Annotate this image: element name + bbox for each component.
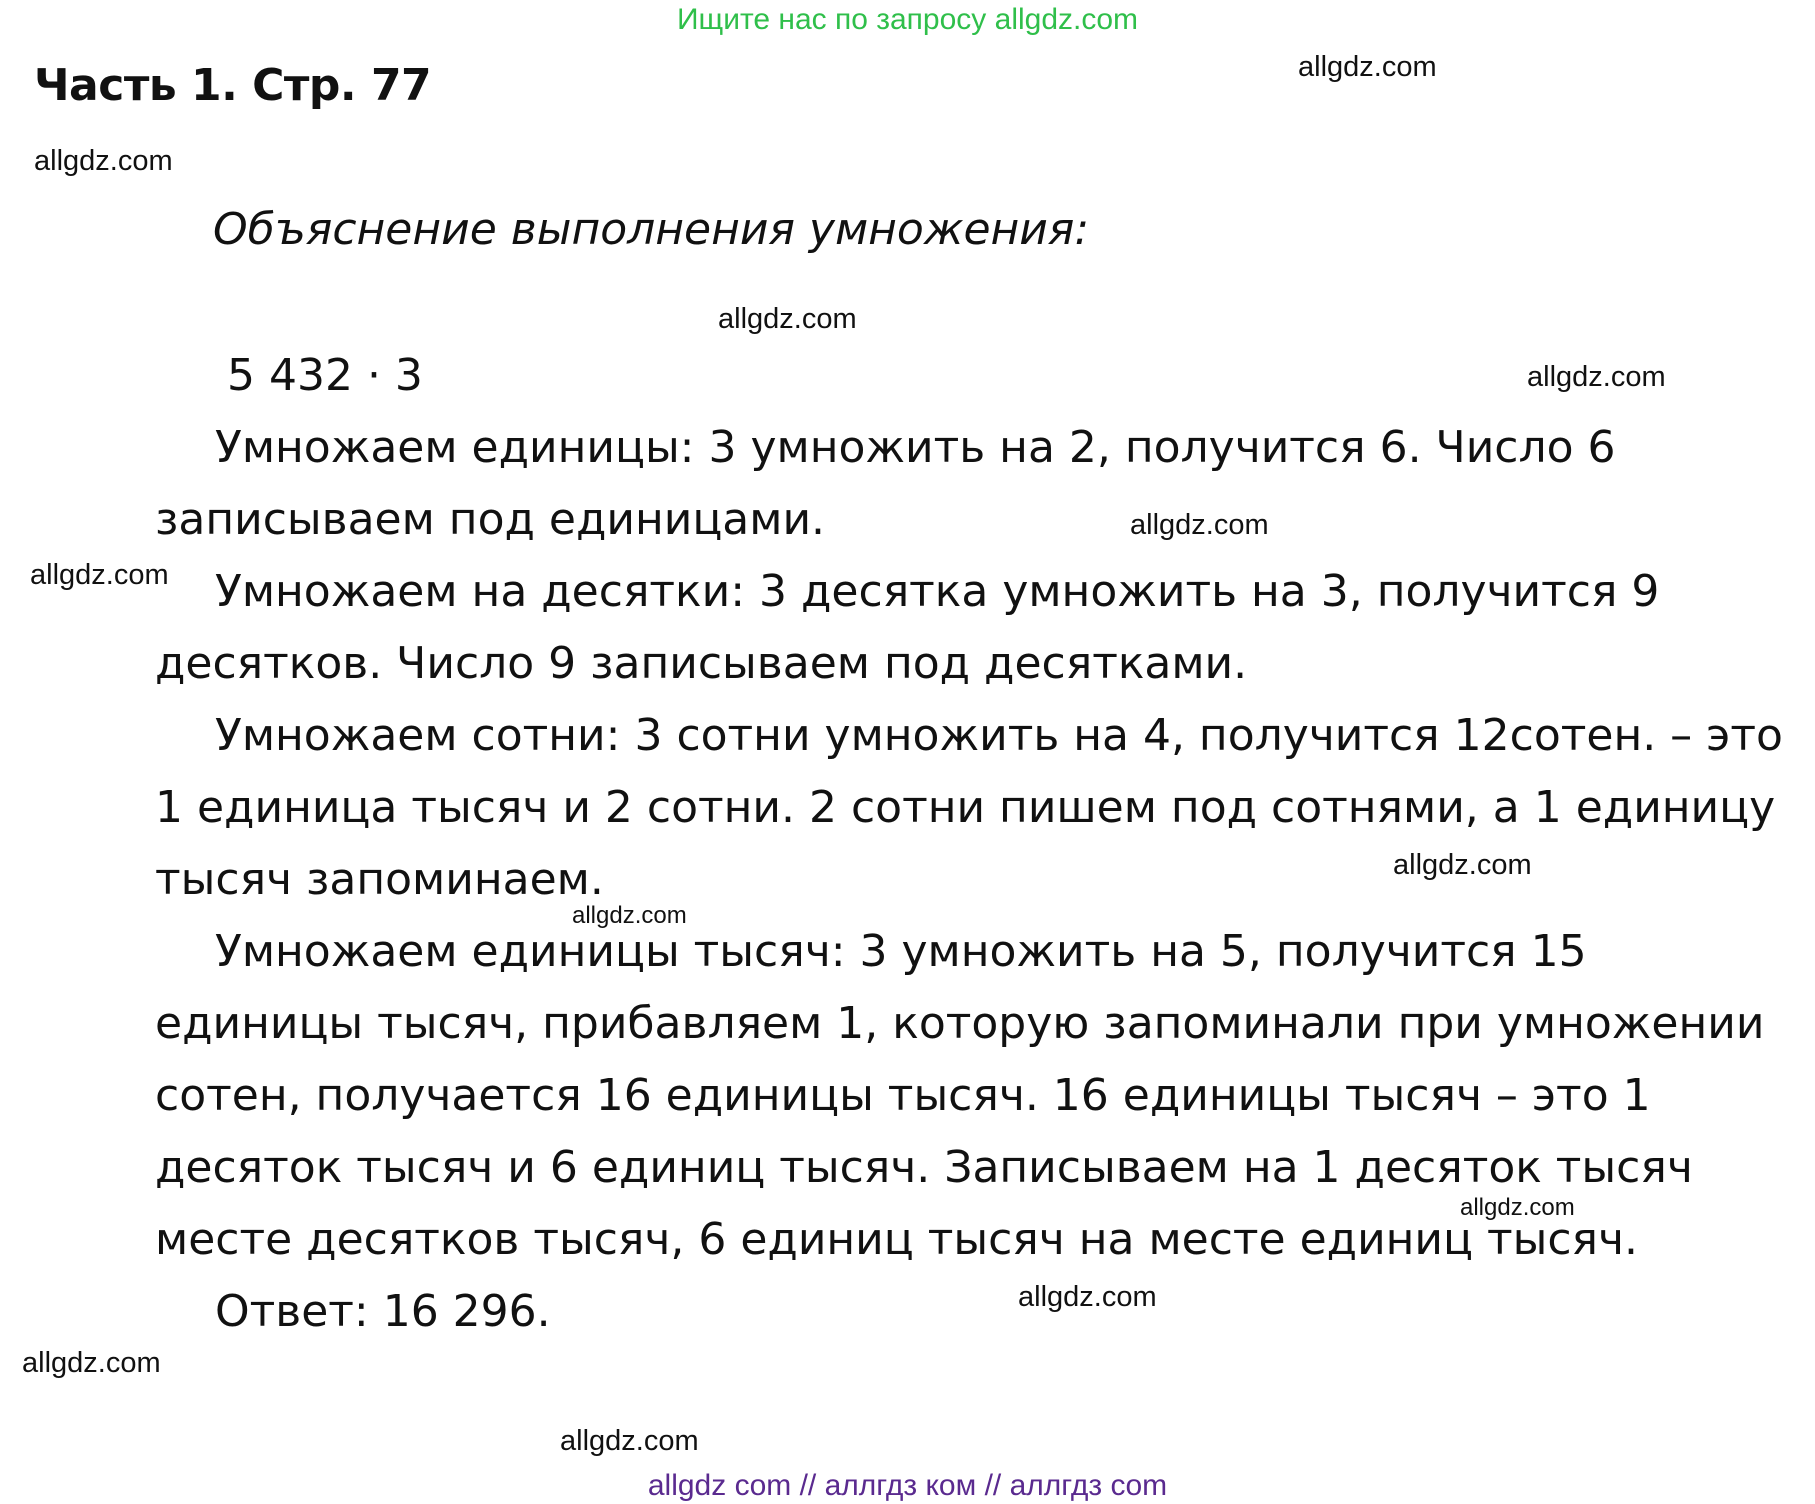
watermark: allgdz.com <box>22 1347 161 1379</box>
page-heading: Часть 1. Стр. 77 <box>34 60 432 111</box>
watermark: allgdz.com <box>572 902 687 929</box>
watermark: allgdz.com <box>718 303 857 335</box>
watermark: allgdz.com <box>1298 51 1437 83</box>
watermark: allgdz.com <box>34 145 173 177</box>
watermark: allgdz.com <box>560 1425 699 1457</box>
multiplication-expression: 5 432 · 3 <box>227 350 423 401</box>
watermark: allgdz.com <box>1018 1281 1157 1313</box>
watermark: allgdz.com <box>1460 1194 1575 1221</box>
step-units: Умножаем единицы: 3 умножить на 2, получится 6. Число 6 записываем под единицами. <box>155 422 1616 545</box>
watermark: allgdz.com <box>1393 849 1532 881</box>
footer-links: allgdz com // аллгдз ком // аллгдз com <box>647 1469 1168 1502</box>
watermark: allgdz.com <box>1527 361 1666 393</box>
watermark: allgdz.com <box>1130 509 1269 541</box>
answer: Ответ: 16 296. <box>215 1286 551 1337</box>
step-thousands: Умножаем единицы тысяч: 3 умножить на 5, получится 15 единицы тысяч, прибавляем 1, которую запоминали при умножении сотен, получается 16 единицы тысяч. 16 единицы тысяч – это 1 десяток тысяч и 6 единиц тысяч. Записываем на 1 десяток тысяч месте десятков тысяч, 6 единиц тысяч на месте единиц тысяч. <box>155 926 1765 1265</box>
step-hundreds: Умножаем сотни: 3 сотни умножить на 4, получится 12сотен. – это 1 единица тысяч и 2 сотни. 2 сотни пишем под сотнями, а 1 единицу тысяч запоминаем. <box>155 710 1783 905</box>
search-banner: Ищите нас по запросу allgdz.com <box>676 3 1139 36</box>
watermark: allgdz.com <box>30 559 169 591</box>
step-tens: Умножаем на десятки: 3 десятка умножить на 3, получится 9 десятков. Число 9 записываем под десятками. <box>155 566 1660 689</box>
explanation-title: Объяснение выполнения умножения: <box>213 204 1090 255</box>
